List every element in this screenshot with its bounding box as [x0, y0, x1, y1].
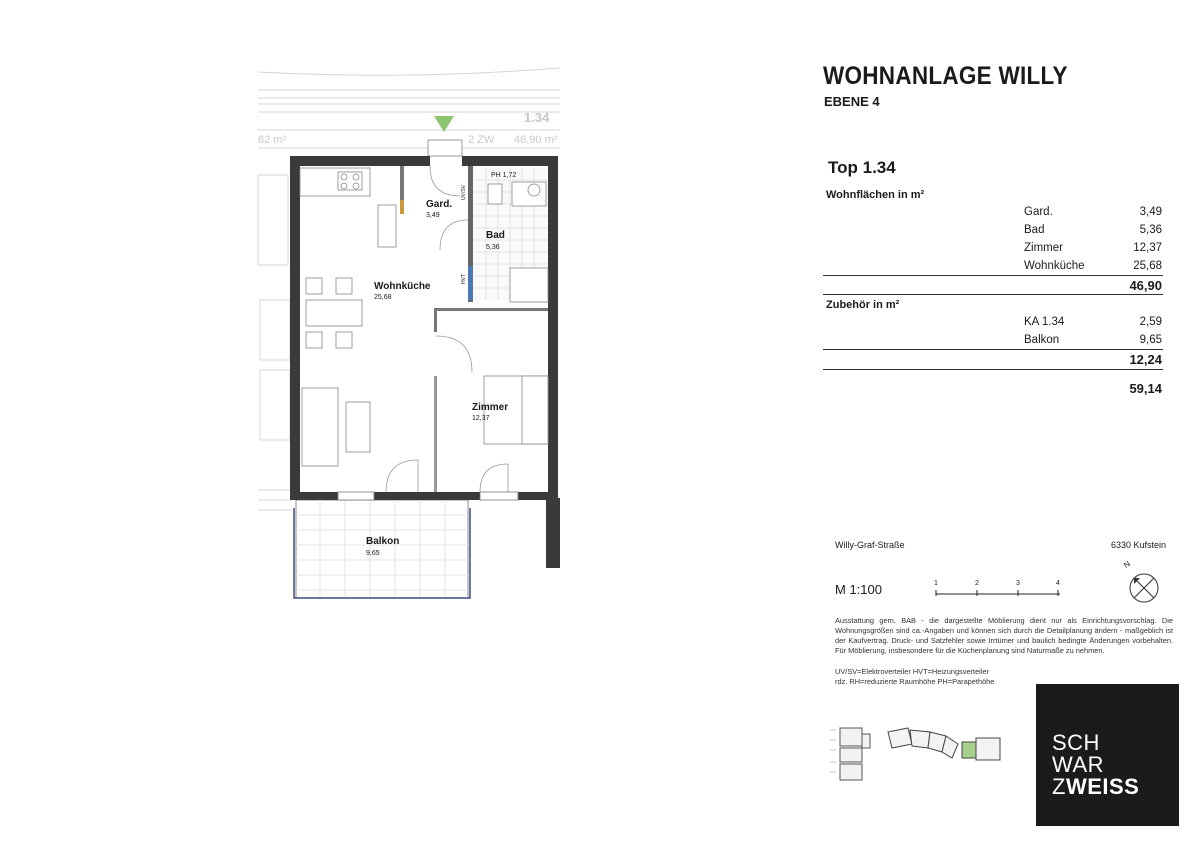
extras-row-name: KA 1.34	[1024, 316, 1065, 328]
legend-line: UV/SV=Elektroverteiler HVT=Heizungsverteiler	[835, 667, 990, 676]
living-row-name: Gard.	[1024, 206, 1053, 218]
site-overview-map	[884, 722, 1004, 764]
legal-note: Ausstattung gem. BAB - die dargestellte Möblierung dient nur als Einrichtungsvorschlag. Die Wohnungsgrößen sind ca.-Angaben und können sich durch die Detailplanung ändern - maßgeblich ist der Kaufvertrag. Druck- und Satzfehler sowie Irrtümer und baulich bedingte Änderungen vorbehalten. Für Möblierung, insbesondere für die Küchenplanung sind Naturmaße zu nehmen.	[835, 616, 1173, 655]
logo-z: Z	[1052, 774, 1066, 799]
living-row-value: 3,49	[1139, 206, 1162, 218]
entrance-door	[428, 140, 462, 156]
balcony	[294, 498, 560, 598]
legend-line: rdz. RH=reduzierte Raumhöhe PH=Parapethöhe	[835, 677, 995, 686]
extras-total: 12,24	[1129, 352, 1162, 367]
scale-label: M 1:100	[835, 582, 882, 597]
level-label: EBENE 4	[824, 94, 880, 109]
room-gard-name: Gard.	[426, 199, 453, 210]
room-kitchen-area: 25,68	[374, 294, 392, 301]
scale-bar	[930, 578, 1070, 600]
site-section-map	[826, 720, 886, 790]
living-row-name: Bad	[1024, 224, 1045, 236]
grand-total: 59,14	[1129, 381, 1162, 396]
logo-line: SCH	[1052, 730, 1100, 755]
unit-tag-area: 46,90 m²	[514, 134, 558, 146]
north-arrow-icon	[1122, 568, 1166, 608]
logo-line: WAR	[1052, 752, 1105, 777]
divider	[823, 294, 1163, 295]
logo-line-3	[1052, 776, 1139, 798]
scale-tick: 2	[975, 580, 979, 587]
scale-tick: 3	[1016, 580, 1020, 587]
living-row-value: 5,36	[1139, 224, 1162, 236]
uvsv-label: UV/SV	[461, 184, 467, 200]
ph-note: PH 1,72	[491, 172, 517, 179]
scale-tick: 4	[1056, 580, 1060, 587]
extras-row-value: 2,59	[1139, 316, 1162, 328]
city-label: 6330 Kufstein	[1110, 540, 1166, 550]
north-label: N	[1121, 559, 1132, 570]
room-bad-name: Bad	[486, 230, 505, 241]
extras-row-value: 9,65	[1139, 334, 1162, 346]
page-title: WOHNANLAGE WILLY	[823, 62, 1068, 90]
hvt-distributor	[468, 266, 473, 300]
extras-row-name: Balkon	[1024, 334, 1060, 346]
brand-logo	[1036, 684, 1179, 826]
unit-title: Top 1.34	[828, 158, 896, 177]
room-bad-area: 5,36	[486, 244, 500, 251]
scale-tick: 1	[934, 580, 938, 587]
room-zimmer-area: 12,37	[472, 415, 490, 422]
room-balkon-area: 9,65	[366, 550, 380, 557]
living-row-name: Zimmer	[1024, 242, 1063, 254]
divider	[823, 369, 1163, 370]
divider	[823, 349, 1163, 350]
unit-tag-type: 2 ZW	[468, 134, 495, 146]
room-zimmer-name: Zimmer	[472, 402, 509, 413]
living-total: 46,90	[1129, 278, 1162, 293]
extras-section-title: Zubehör in m²	[826, 299, 900, 311]
logo-weiss: WEISS	[1065, 774, 1140, 799]
living-row-value: 12,37	[1133, 242, 1162, 254]
street-label: Willy-Graf-Straße	[835, 540, 905, 550]
room-gard-area: 3,49	[426, 212, 440, 219]
uvsv-distributor	[400, 200, 404, 214]
floor-plan	[250, 60, 580, 620]
neighbor-area: 62 m²	[258, 134, 287, 146]
room-balkon-name: Balkon	[366, 536, 400, 547]
living-row-name: Wohnküche	[1024, 260, 1085, 272]
room-kitchen-name: Wohnküche	[374, 281, 431, 292]
living-section-title: Wohnflächen in m²	[826, 189, 925, 201]
unit-tag-number: 1.34	[524, 110, 550, 125]
hvt-label: HVT	[461, 274, 467, 284]
living-row-value: 25,68	[1133, 260, 1162, 272]
divider	[823, 275, 1163, 276]
